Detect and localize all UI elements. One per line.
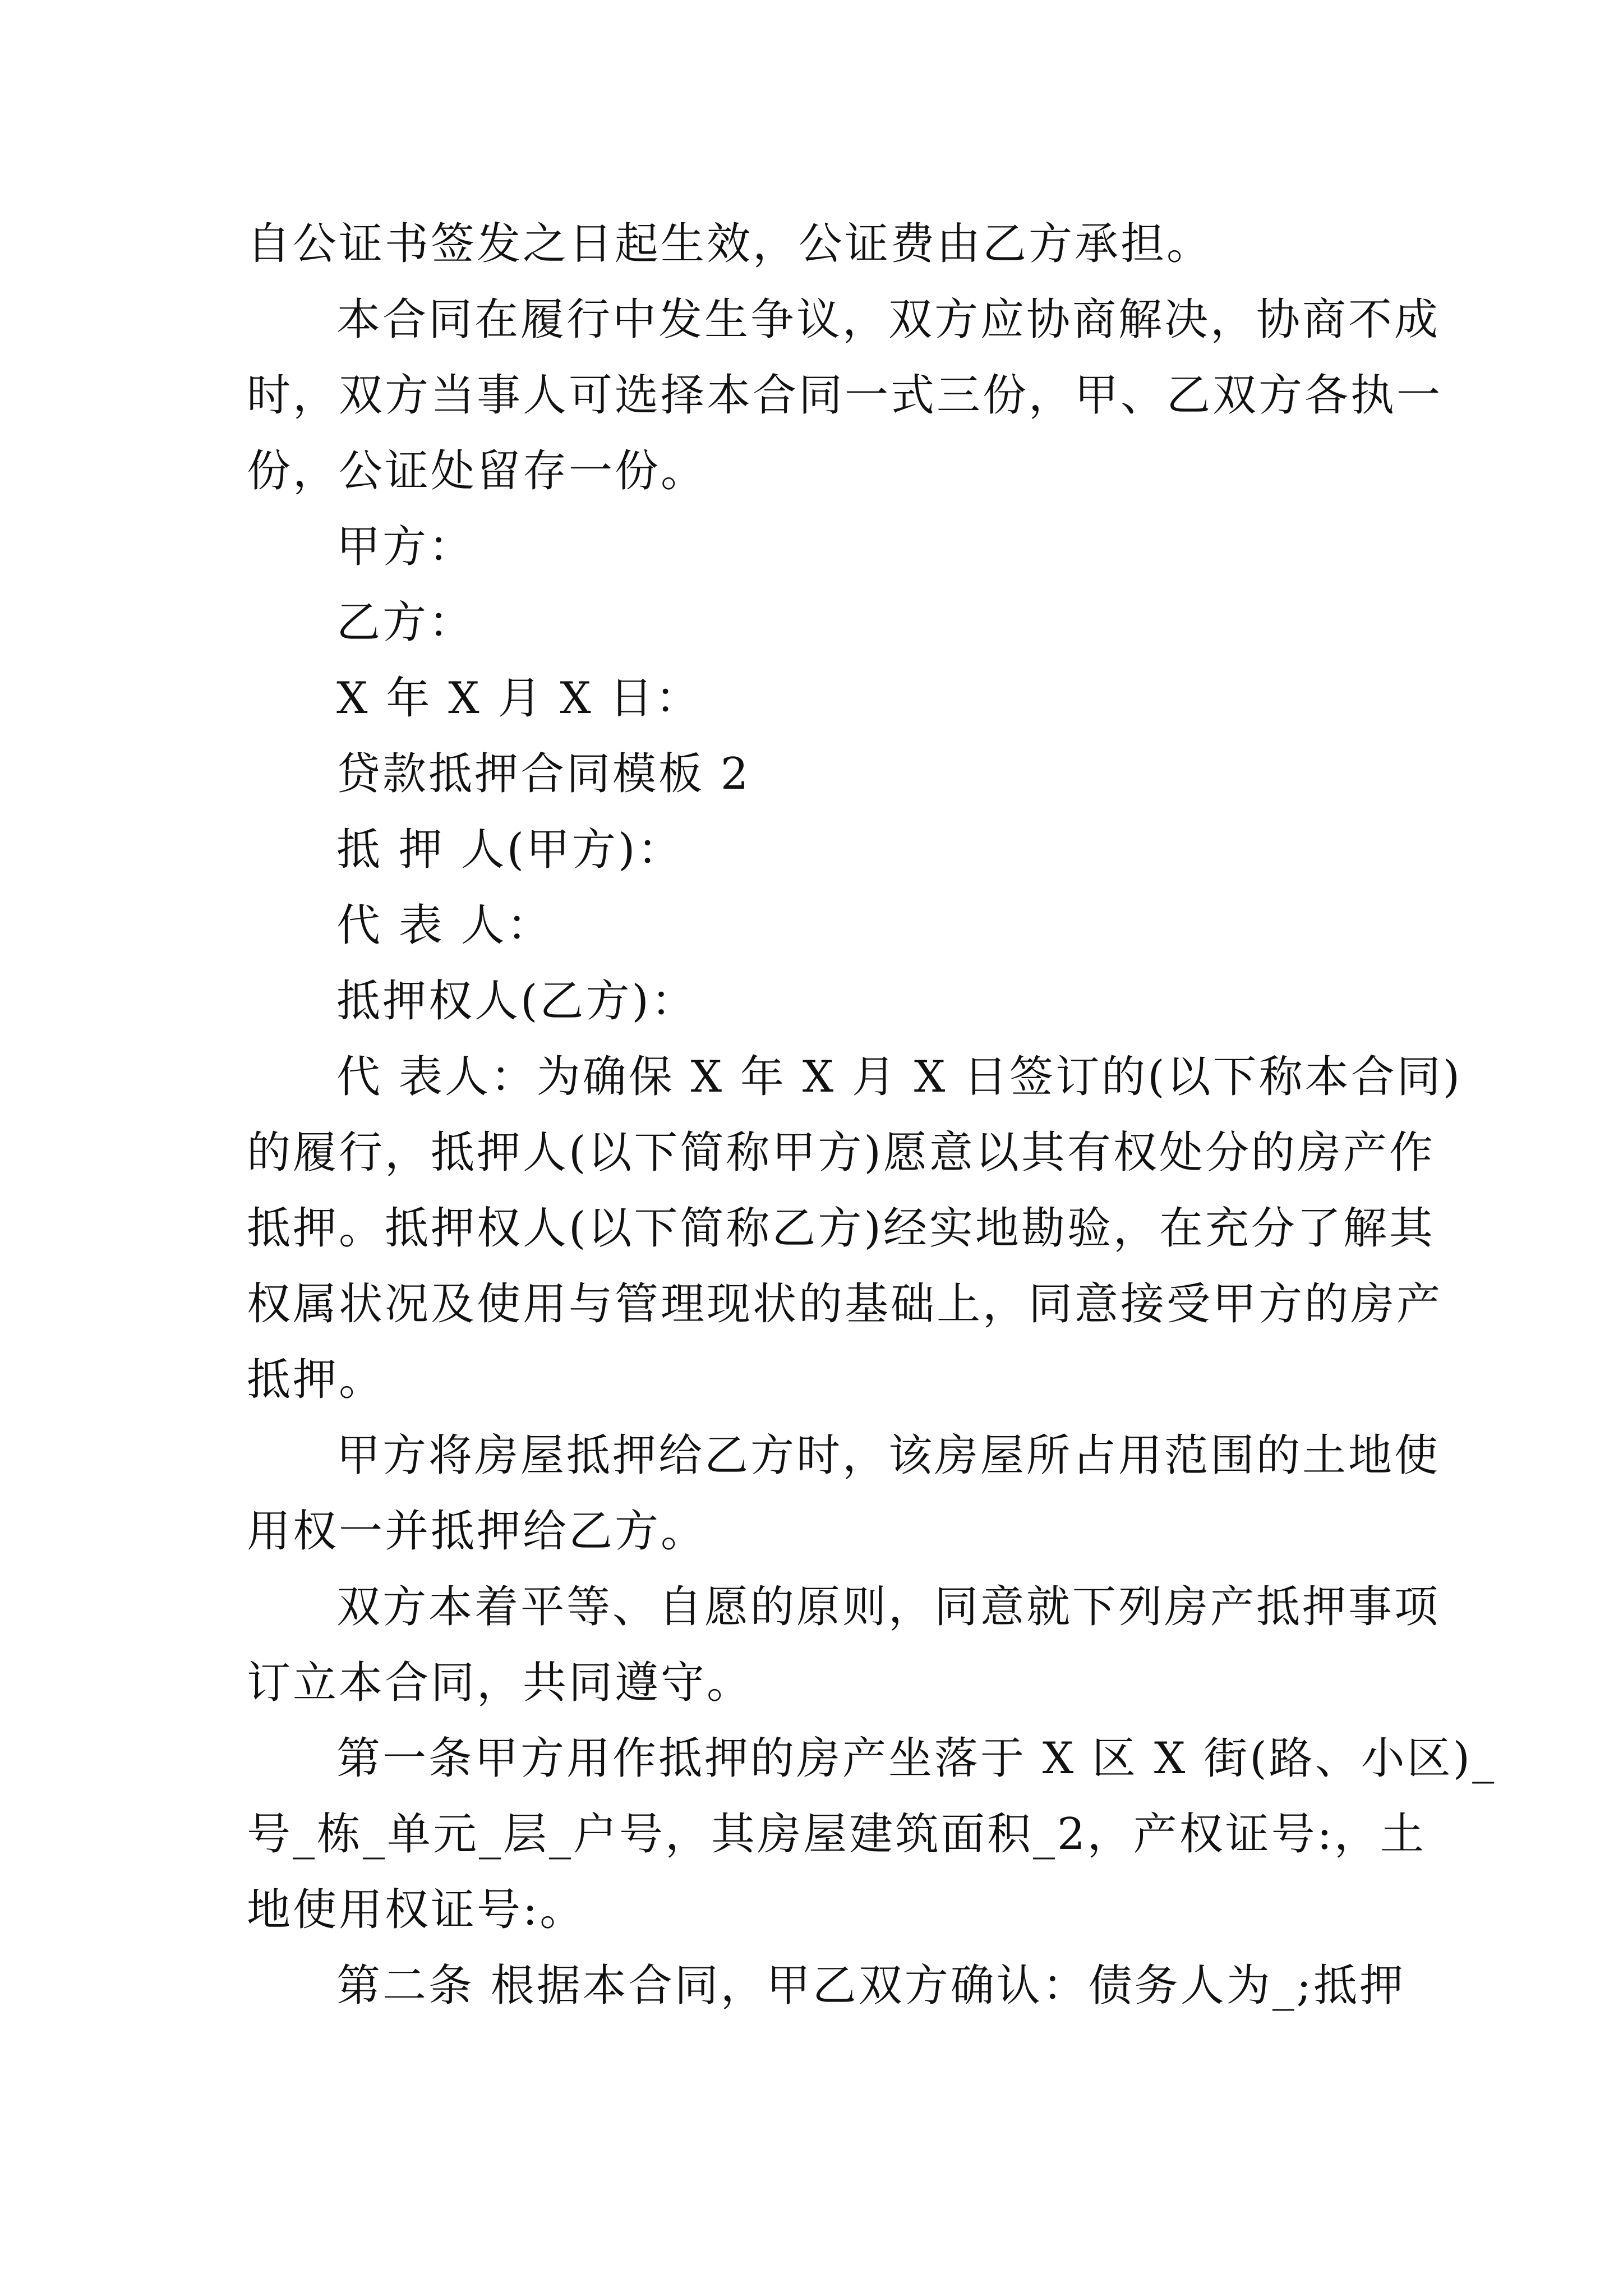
date-label: X 年 X 月 X 日： bbox=[336, 673, 702, 724]
party-b-label: 乙方： bbox=[336, 597, 475, 648]
paragraph-line: 用权一并抵押给乙方。 bbox=[247, 1506, 707, 1557]
paragraph-line: 权属状况及使用与管理现状的基础上，同意接受甲方的房产 bbox=[247, 1279, 1443, 1329]
paragraph-line: 双方本着平等、自愿的原则，同意就下列房产抵押事项 bbox=[336, 1582, 1441, 1632]
article-1-line: 第一条甲方用作抵押的房产坐落于 X 区 X 街(路、小区)_ bbox=[336, 1733, 1497, 1784]
representative-label: 代 表 人： bbox=[336, 900, 553, 951]
article-2-line: 第二条 根据本合同，甲乙双方确认：债务人为_;抵押 bbox=[336, 1961, 1406, 2011]
paragraph-line: 抵押。抵押权人(以下简称乙方)经实地勘验，在充分了解其 bbox=[247, 1203, 1435, 1254]
mortgagee-label: 抵押权人(乙方)： bbox=[336, 976, 697, 1027]
paragraph-line: 甲方将房屋抵押给乙方时，该房屋所占用范围的土地使 bbox=[336, 1430, 1441, 1481]
paragraph-line: 时，双方当事人可选择本合同一式三份，甲、乙双方各执一 bbox=[247, 370, 1443, 421]
article-1-line: 地使用权证号:。 bbox=[247, 1885, 586, 1935]
paragraph-line: 代 表人：为确保 X 年 X 月 X 日签订的(以下称本合同) bbox=[336, 1052, 1463, 1102]
mortgagor-label: 抵 押 人(甲方)： bbox=[336, 825, 684, 875]
section-title: 贷款抵押合同模板 2 bbox=[336, 749, 751, 799]
paragraph-line: 的履行，抵押人(以下简称甲方)愿意以其有权处分的房产作 bbox=[247, 1128, 1435, 1178]
paragraph-line: 本合同在履行中发生争议，双方应协商解决，协商不成 bbox=[336, 295, 1441, 345]
paragraph-line: 订立本合同，共同遵守。 bbox=[247, 1658, 753, 1708]
party-a-label: 甲方： bbox=[336, 522, 475, 572]
paragraph-line: 抵押。 bbox=[247, 1355, 385, 1405]
paragraph-line: 自公证书签发之日起生效，公证费由乙方承担。 bbox=[247, 219, 1213, 269]
article-1-line: 号_栋_单元_层_户号，其房屋建筑面积_2，产权证号:，土 bbox=[247, 1809, 1426, 1860]
paragraph-line: 份，公证处留存一份。 bbox=[247, 446, 707, 496]
